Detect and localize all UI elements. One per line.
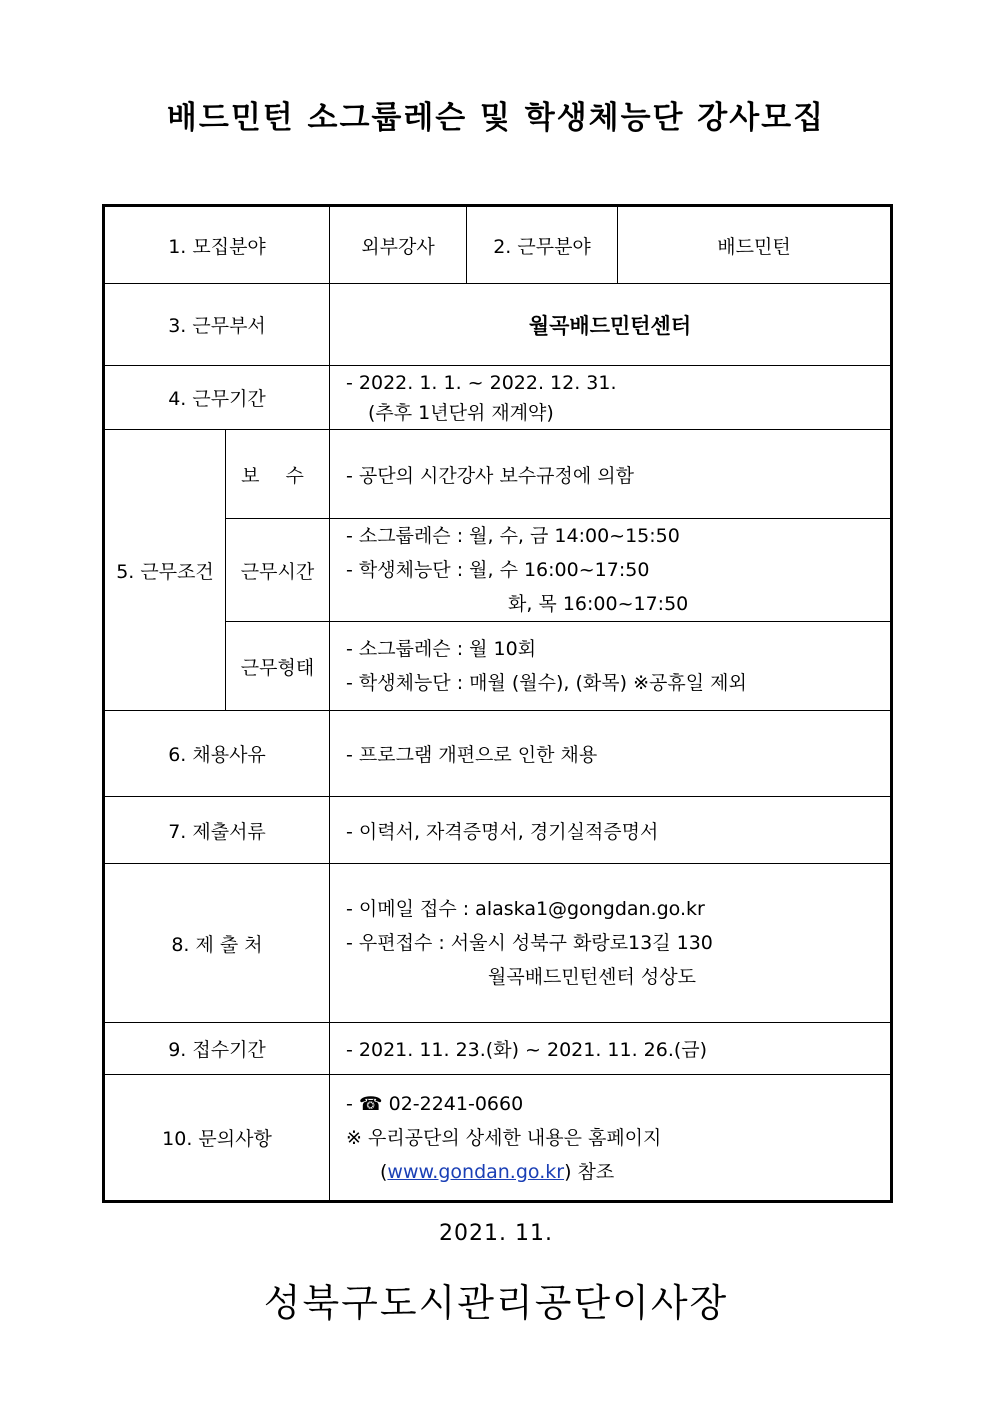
submit-line-mail: - 우편접수 : 서울시 성북구 화랑로13길 130 xyxy=(346,932,713,954)
label-hours: 근무시간 xyxy=(226,519,330,622)
paren-close: ) 참조 xyxy=(564,1160,615,1183)
value-inquiry xyxy=(330,1075,892,1202)
submit-line-email: - 이메일 접수 : alaska1@gongdan.go.kr xyxy=(346,898,705,920)
paren-open: ( xyxy=(380,1160,388,1183)
inquiry-note: ※ 우리공단의 상세한 내용은 홈페이지 xyxy=(346,1126,662,1149)
issuer-name: 성북구도시관리공단이사장 xyxy=(263,1281,729,1325)
value-hours xyxy=(330,519,892,622)
value-pay: - 공단의 시간강사 보수규정에 의함 xyxy=(330,430,892,519)
label-reason: 6. 채용사유 xyxy=(104,711,330,797)
label-recruit-field: 1. 모집분야 xyxy=(104,206,330,284)
row-department xyxy=(104,284,892,366)
row-documents xyxy=(104,797,892,864)
value-reason: - 프로그램 개편으로 인한 채용 xyxy=(330,711,892,797)
row-reason xyxy=(104,711,892,797)
value-receipt-period: - 2021. 11. 23.(화) ~ 2021. 11. 26.(금) xyxy=(330,1023,892,1075)
value-type xyxy=(330,622,892,711)
row-submit-to xyxy=(104,864,892,1023)
period-line-1: - 2022. 1. 1. ~ 2022. 12. 31. xyxy=(346,371,617,394)
submit-line-recipient: 월곡배드민턴센터 성상도 xyxy=(488,966,696,988)
label-department: 3. 근무부서 xyxy=(104,284,330,366)
type-line-2: - 학생체능단 : 매월 (월수), (화목) ※공휴일 제외 xyxy=(346,672,747,694)
label-inquiry: 10. 문의사항 xyxy=(104,1075,330,1202)
label-submit-to: 8. 제 출 처 xyxy=(104,864,330,1023)
value-department: 월곡배드민턴센터 xyxy=(330,284,892,366)
value-documents: - 이력서, 자격증명서, 경기실적증명서 xyxy=(330,797,892,864)
row-inquiry xyxy=(104,1075,892,1202)
label-work-field: 2. 근무분야 xyxy=(467,206,618,284)
label-receipt-period: 9. 접수기간 xyxy=(104,1023,330,1075)
period-line-2: (추후 1년단위 재계약) xyxy=(368,401,554,424)
hours-line-1: - 소그룹레슨 : 월, 수, 금 14:00~15:50 xyxy=(346,525,680,547)
row-receipt-period xyxy=(104,1023,892,1075)
inquiry-homepage xyxy=(346,1155,890,1189)
value-recruit-field: 외부강사 xyxy=(330,206,467,284)
label-pay-text: 보 수 xyxy=(241,464,314,487)
value-period xyxy=(330,366,892,430)
label-type: 근무형태 xyxy=(226,622,330,711)
label-period: 4. 근무기간 xyxy=(104,366,330,430)
label-pay xyxy=(226,430,330,519)
row-pay xyxy=(104,430,892,519)
recruitment-table xyxy=(102,204,893,1203)
issue-date: 2021. 11. xyxy=(439,1221,553,1246)
row-period xyxy=(104,366,892,430)
value-submit-to xyxy=(330,864,892,1023)
page-title: 배드민턴 소그룹레슨 및 학생체능단 강사모집 xyxy=(166,100,826,136)
inquiry-phone: - ☎ 02-2241-0660 xyxy=(346,1092,524,1115)
homepage-link[interactable]: www.gondan.go.kr xyxy=(387,1160,565,1183)
label-conditions: 5. 근무조건 xyxy=(104,430,226,711)
type-line-1: - 소그룹레슨 : 월 10회 xyxy=(346,638,537,660)
label-documents: 7. 제출서류 xyxy=(104,797,330,864)
hours-line-2: - 학생체능단 : 월, 수 16:00~17:50 xyxy=(346,559,650,581)
value-work-field: 배드민턴 xyxy=(618,206,892,284)
hours-line-3: 화, 목 16:00~17:50 xyxy=(508,593,689,615)
row-recruit-field xyxy=(104,206,892,284)
